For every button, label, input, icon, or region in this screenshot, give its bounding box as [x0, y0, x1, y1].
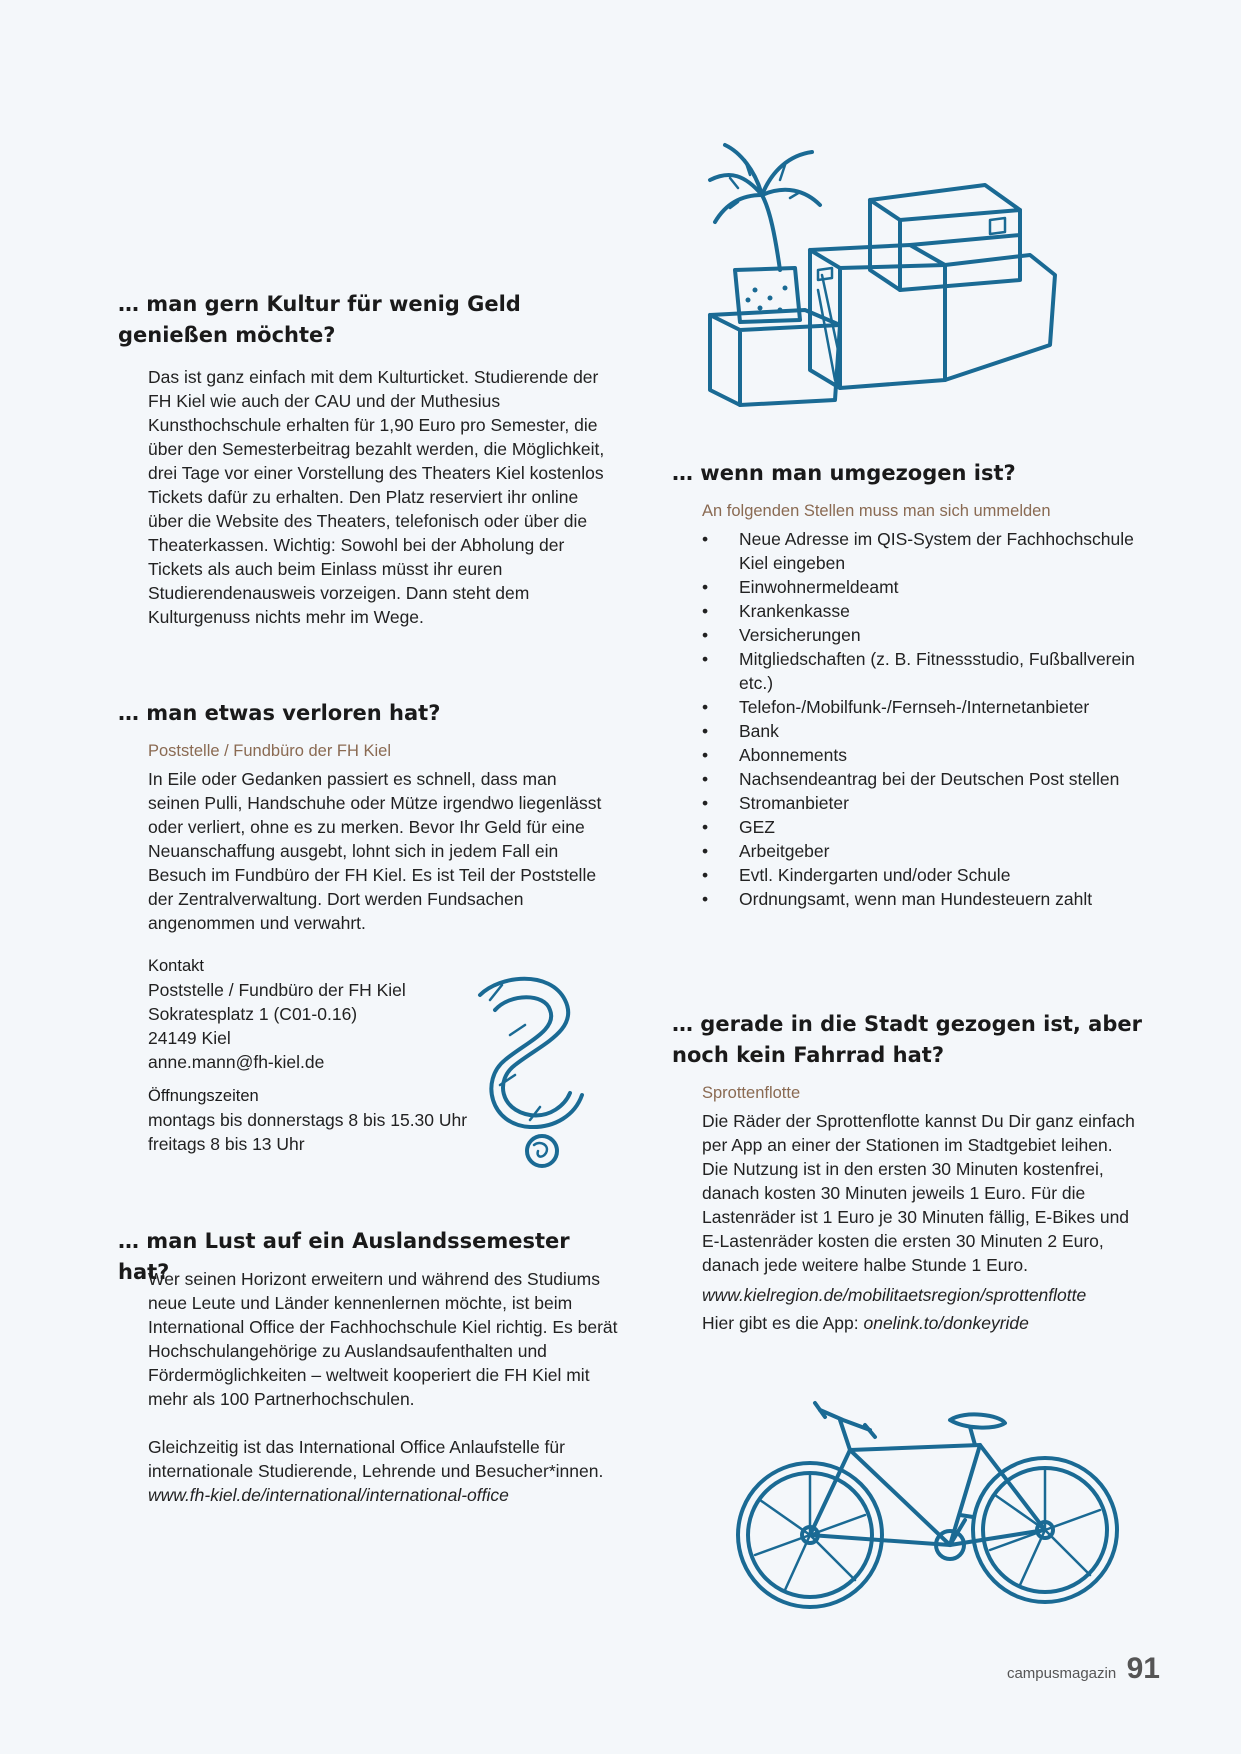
- page-number: 91: [1126, 1652, 1160, 1685]
- bullet-icon: •: [702, 817, 709, 837]
- question-mark-illustration: [470, 975, 590, 1175]
- list-item: • Einwohnermeldeamt: [702, 577, 899, 597]
- umzug-subheading: An folgenden Stellen muss man sich ummelden: [702, 502, 1051, 520]
- hours-line: montags bis donnerstags 8 bis 15.30 Uhr: [148, 1110, 468, 1130]
- ausland-paragraph-2: Gleichzeitig ist das International Office Anlaufstelle für internationale Studierende, Lehrende und Besucher*innen.: [148, 1437, 604, 1481]
- bullet-icon: •: [702, 841, 709, 861]
- list-item: • Neue Adresse im QIS-System der Fachhochschule Kiel eingeben: [702, 529, 1134, 573]
- bullet-icon: •: [702, 529, 709, 549]
- kultur-paragraph: Das ist ganz einfach mit dem Kulturticket. Studierende der FH Kiel wie auch der CAU und der Muthesius Kunsthochschule erhalten für 1,90 Euro pro Semester, die über den Semesterbeitrag bezahlt werden, die Möglichkeit, drei Tage vor einer Vorstellung des Theaters Kiel kostenlos Tickets dafür zu erhalten. Den Platz reserviert ihr online über die Website des Theaters, telefonisch oder über die Theaterkassen. Wichtig: Sowohl bei der Abholung der Tickets als auch beim Einlass müsst ihr euren Studierendenausweis vorzeigen. Dann steht dem Kulturgenuss nichts mehr im Wege.: [148, 367, 605, 627]
- section-umzug: [672, 458, 1172, 489]
- bullet-icon: •: [702, 865, 709, 885]
- fahrrad-heading: … gerade in die Stadt gezogen ist, aber noch kein Fahrrad hat?: [672, 1012, 1142, 1067]
- app-prefix: Hier gibt es die App:: [702, 1313, 864, 1333]
- verloren-paragraph: In Eile oder Gedanken passiert es schnell, dass man seinen Pulli, Handschuhe oder Mütze irgendwo liegenlässt oder verliert, ohne es zu merken. Bevor Ihr Geld für eine Neuanschaffung ausgebt, lohnt sich in jedem Fall ein Besuch im Fundbüro der FH Kiel. Es ist Teil der Poststelle der Zentralverwaltung. Dort werden Fundsachen angenommen und verwahrt.: [148, 769, 602, 933]
- list-item: • Krankenkasse: [702, 601, 850, 621]
- verloren-heading: … man etwas verloren hat?: [118, 701, 441, 725]
- list-item: • Arbeitgeber: [702, 841, 830, 861]
- fahrrad-subheading: Sprottenflotte: [702, 1084, 801, 1102]
- contact-email[interactable]: anne.mann@fh-kiel.de: [148, 1052, 325, 1072]
- bullet-icon: •: [702, 577, 709, 597]
- contact-line: Poststelle / Fundbüro der FH Kiel: [148, 980, 406, 1000]
- magazine-name: campusmagazin: [1006, 1665, 1117, 1682]
- contact-label: Kontakt: [148, 957, 204, 975]
- fahrrad-body: [702, 1081, 1142, 1335]
- umzug-heading: … wenn man umgezogen ist?: [672, 461, 1016, 485]
- list-item: • Evtl. Kindergarten und/oder Schule: [702, 865, 1011, 885]
- umzug-body: [702, 499, 1142, 911]
- verloren-subheading: Poststelle / Fundbüro der FH Kiel: [148, 742, 392, 760]
- bullet-icon: •: [702, 721, 709, 741]
- list-item: • GEZ: [702, 817, 775, 837]
- ausland-paragraph-1: Wer seinen Horizont erweitern und während des Studiums neue Leute und Länder kennenlernen möchte, ist beim International Office der Fachhochschule Kiel richtig. Es berät Hochschulangehörige zu Auslandsaufenthalten und Fördermöglichkeiten – weltweit kooperiert die FH Kiel mit mehr als 100 Partnerhochschulen.: [148, 1269, 618, 1409]
- ausland-heading: … man Lust auf ein Auslandssemester hat?: [118, 1229, 570, 1284]
- bullet-icon: •: [702, 769, 709, 789]
- kultur-heading: … man gern Kultur für wenig Geld genießen möchte?: [118, 292, 521, 347]
- bicycle-illustration: [725, 1395, 1125, 1615]
- list-item: • Stromanbieter: [702, 793, 849, 813]
- ausland-link[interactable]: www.fh-kiel.de/international/international-office: [148, 1485, 509, 1505]
- ausland-body: [148, 1267, 628, 1507]
- bullet-icon: •: [702, 889, 709, 909]
- umzug-list: [702, 527, 1142, 911]
- boxes-plant-illustration: [700, 140, 1060, 420]
- verloren-body: [148, 739, 610, 935]
- fahrrad-app-line: [702, 1311, 1142, 1335]
- list-item: • Telefon-/Mobilfunk-/Fernseh-/Internetanbieter: [702, 697, 1090, 717]
- bullet-icon: •: [702, 601, 709, 621]
- list-item: • Ordnungsamt, wenn man Hundesteuern zahlt: [702, 889, 1093, 909]
- hours-label: Öffnungszeiten: [148, 1087, 259, 1105]
- bullet-icon: •: [702, 649, 709, 669]
- app-link[interactable]: onelink.to/donkeyride: [863, 1313, 1029, 1333]
- fahrrad-link[interactable]: www.kielregion.de/mobilitaetsregion/sprottenflotte: [702, 1285, 1087, 1305]
- list-item: • Bank: [702, 721, 779, 741]
- list-item: • Versicherungen: [702, 625, 861, 645]
- contact-line: 24149 Kiel: [148, 1028, 231, 1048]
- contact-line: Sokratesplatz 1 (C01-0.16): [148, 1004, 358, 1024]
- bullet-icon: •: [702, 793, 709, 813]
- list-item: • Abonnements: [702, 745, 847, 765]
- list-item: • Mitgliedschaften (z. B. Fitnessstudio, Fußballverein etc.): [702, 649, 1135, 693]
- section-verloren: [118, 698, 618, 729]
- bullet-icon: •: [702, 697, 709, 717]
- page-footer: [990, 1652, 1160, 1692]
- hours-line: freitags 8 bis 13 Uhr: [148, 1134, 305, 1154]
- bullet-icon: •: [702, 745, 709, 765]
- list-item: • Nachsendeantrag bei der Deutschen Post stellen: [702, 769, 1120, 789]
- fahrrad-paragraph: Die Räder der Sprottenflotte kannst Du Dir ganz einfach per App an einer der Stationen im Stadtgebiet leihen. Die Nutzung ist in den ersten 30 Minuten kostenfrei, danach kosten 30 Minuten jeweils 1 Euro. Für die Lastenräder ist 1 Euro je 30 Minuten fällig, E-Bikes und E-Lastenräder kosten die ersten 30 Minuten 2 Euro, danach jede weitere halbe Stunde 1 Euro.: [702, 1111, 1135, 1275]
- section-fahrrad: [672, 1009, 1142, 1071]
- bullet-icon: •: [702, 625, 709, 645]
- kultur-body: [148, 365, 606, 629]
- section-kultur: [118, 289, 618, 351]
